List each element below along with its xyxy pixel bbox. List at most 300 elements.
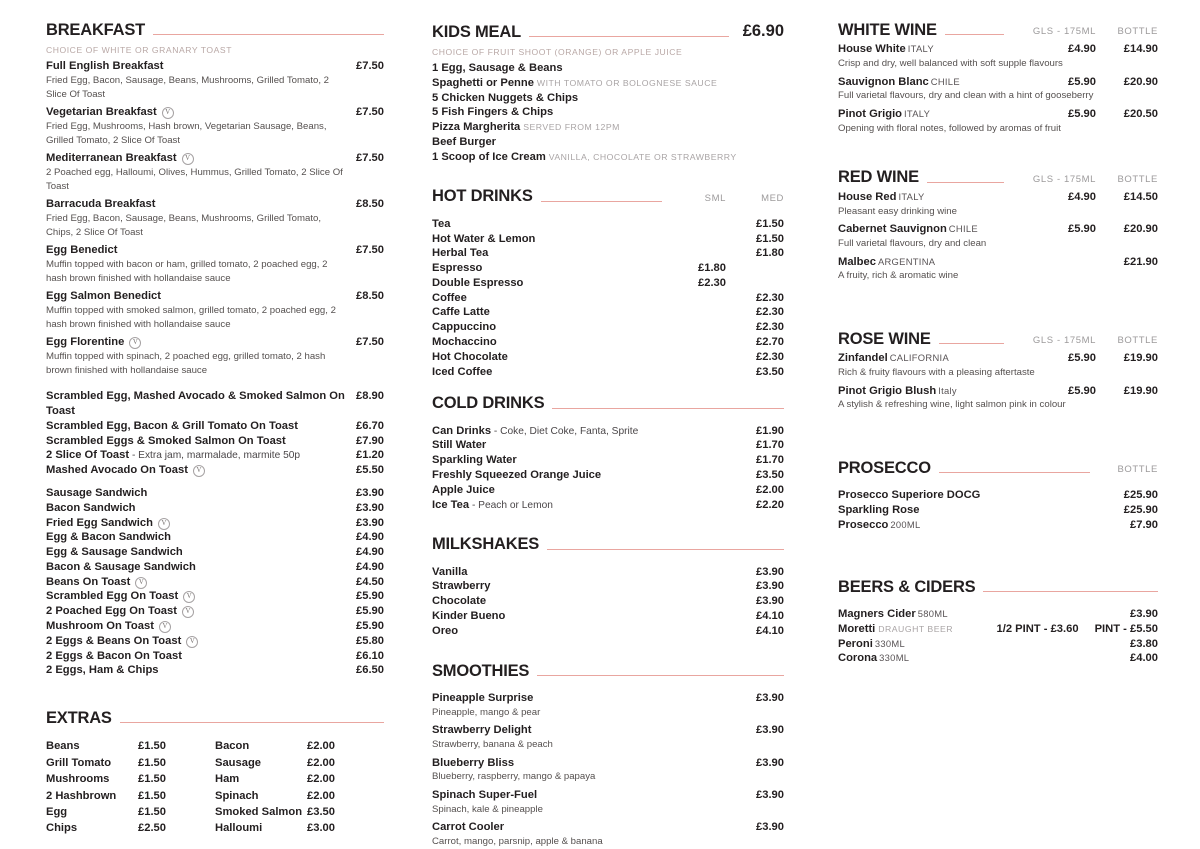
heading-rule: [153, 34, 384, 35]
item-name: [46, 575, 356, 590]
menu-item: [838, 488, 1158, 503]
item-label: Pizza Margherita: [432, 121, 521, 134]
item-description: Pleasant easy drinking wine: [838, 205, 957, 217]
item-label: Still Water: [432, 439, 487, 452]
item-name: [838, 651, 1130, 666]
item-price: £3.90: [356, 501, 384, 514]
extras-name: Sausage: [215, 756, 262, 769]
item-label: Mediterranean Breakfast: [46, 152, 177, 165]
item-label: Spaghetti or Penne: [432, 76, 534, 89]
vegetarian-icon: V: [193, 465, 205, 477]
item-price-bottle: £20.90: [1123, 223, 1158, 236]
breakfast-toast-list: [46, 389, 384, 478]
menu-item: [432, 624, 784, 639]
item-description: Muffin topped with smoked salmon, grilled tomato, 2 poached egg, 2 hash brown finished with hollandaise sauce: [46, 305, 336, 330]
hot-drinks-heading: [432, 188, 784, 208]
item-price: £1.70: [756, 454, 784, 467]
item-name: [432, 276, 668, 291]
item-label: 2 Eggs, Ham & Chips: [46, 664, 159, 677]
item-label: Full English Breakfast: [46, 60, 164, 73]
item-name: [432, 105, 784, 120]
extras-price: £1.50: [138, 773, 166, 786]
menu-item: [432, 61, 784, 76]
item-origin: CHILE: [948, 223, 978, 235]
item-description: Crisp and dry, well balanced with soft supple flavours: [838, 58, 1063, 70]
item-price-bottle: £20.50: [1123, 108, 1158, 121]
item-name: [46, 589, 356, 604]
item-price: £3.90: [756, 821, 784, 834]
item-price-med: £1.50: [756, 217, 784, 230]
item-label: Can Drinks: [432, 424, 492, 437]
item-name: [46, 530, 356, 545]
menu-item: [46, 243, 384, 258]
item-label: Chocolate: [432, 595, 487, 608]
item-label: Vanilla: [432, 565, 468, 578]
red-wine-heading: [838, 169, 1158, 189]
item-suffix: - Extra jam, marmalade, marmite 50p: [129, 450, 301, 462]
item-name: [432, 291, 668, 306]
menu-item: [432, 365, 784, 380]
item-price-med: £1.50: [756, 232, 784, 245]
item-price: £4.10: [756, 624, 784, 637]
heading-rule: [120, 722, 384, 723]
item-label: Peroni: [838, 637, 873, 650]
milkshake-list: [432, 565, 784, 639]
item-description: Strawberry, banana & peach: [432, 739, 553, 751]
item-price-med: £1.80: [756, 247, 784, 260]
item-description: Fried Egg, Bacon, Sausage, Beans, Mushrooms, Grilled Tomato, Chips, 2 Slice Of Toast: [46, 213, 321, 238]
menu-item: [46, 663, 384, 678]
item-note: WITH TOMATO OR BOLOGNESE SAUCE: [533, 77, 718, 88]
menu-item: [46, 151, 384, 166]
item-price: £7.50: [356, 244, 384, 257]
extras-row: [215, 804, 384, 820]
extras-price: £3.00: [307, 822, 335, 835]
item-label: House White: [838, 43, 906, 56]
breakfast-item-list: [46, 59, 384, 377]
item-label: 2 Slice Of Toast: [46, 449, 130, 462]
item-price: £5.50: [356, 464, 384, 477]
item-name: [838, 637, 1130, 652]
item-origin: 580ML: [917, 608, 948, 620]
extras-price: £1.50: [138, 740, 166, 753]
item-price: £8.90: [356, 390, 384, 403]
item-price-sml: £1.80: [698, 262, 726, 275]
item-price-bottle: £7.90: [1130, 518, 1158, 531]
item-name: [838, 488, 1096, 503]
vegetarian-icon: V: [182, 606, 194, 618]
item-name: [432, 76, 784, 91]
item-price-bottle: £25.90: [1123, 504, 1158, 517]
item-price-med: £3.50: [756, 365, 784, 378]
prosecco-list: [838, 488, 1158, 532]
item-price: £3.90: [756, 595, 784, 608]
item-price: £3.90: [756, 691, 784, 704]
kids-note: CHOICE OF FRUIT SHOOT (ORANGE) OR APPLE JUICE: [432, 47, 683, 57]
menu-item: [432, 350, 784, 365]
menu-item: [432, 438, 784, 453]
menu-item: [432, 120, 784, 135]
item-price-gls: £5.90: [1068, 108, 1096, 121]
kids-item-list: [432, 61, 784, 164]
extras-row: [215, 820, 384, 836]
extras-row: [46, 738, 215, 754]
item-description: Muffin topped with spinach, 2 poached egg, grilled tomato, 2 hash brown finished with hollandaise sauce: [46, 351, 326, 376]
item-label: Vegetarian Breakfast: [46, 106, 157, 119]
item-label: 2 Poached Egg On Toast: [46, 605, 177, 618]
menu-item: [432, 483, 784, 498]
menu-item: [432, 246, 784, 261]
item-price-half-pint: 1/2 PINT - £3.60: [996, 622, 1079, 635]
item-name: [432, 453, 756, 468]
extras-price: £3.50: [307, 805, 335, 818]
item-name: [432, 424, 756, 439]
extras-name: Spinach: [215, 789, 259, 802]
extras-price: £2.00: [307, 756, 335, 769]
item-name: [46, 151, 356, 166]
extras-price: £2.00: [307, 773, 335, 786]
heading-rule: [945, 34, 1004, 35]
item-label: Mushroom On Toast: [46, 620, 154, 633]
section-title: PROSECCO: [838, 459, 931, 478]
item-description: Fried Egg, Bacon, Sausage, Beans, Mushrooms, Grilled Tomato, 2 Slice Of Toast: [46, 75, 329, 100]
menu-item: [46, 589, 384, 604]
item-price: £3.50: [756, 469, 784, 482]
item-label: Strawberry: [432, 580, 491, 593]
item-price: £3.90: [756, 756, 784, 769]
item-label: Apple Juice: [432, 483, 495, 496]
section-title: BEERS & CIDERS: [838, 577, 976, 596]
item-name: [838, 222, 1010, 237]
column-header-bottle: BOTTLE: [1117, 335, 1158, 347]
beers-list: [838, 607, 1158, 666]
item-label: Scrambled Egg On Toast: [46, 590, 179, 603]
item-name: [432, 135, 784, 150]
menu-item: [838, 503, 1158, 518]
item-label: Bacon & Sausage Sandwich: [46, 560, 196, 573]
item-label: 2 Eggs & Beans On Toast: [46, 634, 182, 647]
extras-row: [46, 755, 215, 771]
menu-item: [432, 305, 784, 320]
item-origin: CALIFORNIA: [889, 352, 949, 364]
menu-item: [432, 565, 784, 580]
menu-item: [432, 498, 784, 513]
item-label: Mashed Avocado On Toast: [46, 464, 188, 477]
item-name: [46, 486, 356, 501]
item-label: Beef Burger: [432, 135, 497, 148]
extras-name: Grill Tomato: [46, 756, 112, 769]
heading-rule: [927, 182, 1004, 183]
item-name: [432, 305, 668, 320]
menu-item: [432, 91, 784, 106]
item-name: [432, 365, 668, 380]
menu-item: [432, 594, 784, 609]
item-note: SERVED FROM 12PM: [520, 122, 620, 133]
hot-drinks-list: [432, 217, 784, 380]
extras-column-left: [46, 738, 215, 836]
menu-item: [838, 518, 1158, 533]
item-name: [432, 120, 784, 135]
item-label: Pineapple Surprise: [432, 691, 534, 704]
item-name: [432, 91, 784, 106]
menu-item: [432, 453, 784, 468]
smoothie-list: [432, 691, 784, 849]
menu-item: [432, 105, 784, 120]
menu-item: [46, 335, 384, 350]
heading-rule: [529, 36, 729, 37]
extras-price: £2.50: [138, 822, 166, 835]
item-label: Zinfandel: [838, 352, 888, 365]
item-label: Barracuda Breakfast: [46, 198, 156, 211]
extras-heading: [46, 710, 384, 730]
item-label: Pinot Grigio: [838, 108, 903, 121]
menu-item: [46, 486, 384, 501]
item-label: Egg Florentine: [46, 336, 125, 349]
heading-rule: [939, 343, 1004, 344]
item-price: £1.90: [756, 424, 784, 437]
item-price-med: £2.30: [756, 321, 784, 334]
item-name: [46, 197, 356, 212]
item-price-gls: £5.90: [1068, 384, 1096, 397]
item-name: [46, 634, 356, 649]
white-wine-heading: [838, 22, 1158, 42]
menu-item: [432, 820, 784, 835]
item-name: [432, 468, 756, 483]
item-label: Beans On Toast: [46, 575, 131, 588]
item-label: Scrambled Egg, Bacon & Grill Tomato On Toast: [46, 419, 298, 432]
item-name: [838, 42, 1010, 57]
item-name: [432, 61, 784, 76]
extras-row: [46, 804, 215, 820]
section-title: EXTRAS: [46, 709, 112, 728]
vegetarian-icon: V: [186, 636, 198, 648]
item-description: 2 Poached egg, Halloumi, Olives, Hummus, Grilled Tomato, 2 Slice Of Toast: [46, 167, 343, 192]
menu-item: [432, 788, 784, 803]
item-price: £5.90: [356, 605, 384, 618]
column-left: [46, 22, 398, 839]
item-description: Muffin topped with bacon or ham, grilled tomato, 2 poached egg, 2 hash brown finished with hollandaise sauce: [46, 259, 328, 284]
item-name: [46, 419, 356, 434]
column-header-bottle: BOTTLE: [1117, 464, 1158, 476]
item-label: Mochaccino: [432, 336, 497, 349]
section-title: WHITE WINE: [838, 21, 937, 39]
item-name: [46, 619, 356, 634]
extras-name: Mushrooms: [46, 773, 110, 786]
item-name: [46, 389, 356, 419]
menu-item: [432, 609, 784, 624]
item-label: Hot Water & Lemon: [432, 232, 536, 245]
column-middle: [398, 22, 798, 848]
item-label: Blueberry Bliss: [432, 756, 515, 769]
menu-item: [432, 135, 784, 150]
item-price: £7.50: [356, 152, 384, 165]
white-wine-list: [838, 42, 1158, 135]
menu-item: [838, 190, 1158, 205]
item-price: £5.80: [356, 634, 384, 647]
item-name: [838, 255, 1010, 270]
menu-item: [838, 384, 1158, 399]
item-price: £1.20: [356, 449, 384, 462]
item-origin: 330ML: [874, 637, 905, 649]
menu-item: [838, 75, 1158, 90]
item-name: [838, 518, 1096, 533]
item-label: Prosecco: [838, 518, 889, 531]
extras-row: [215, 771, 384, 787]
item-price: £3.90: [756, 789, 784, 802]
column-header-sml: SML: [704, 192, 726, 204]
item-name: [432, 820, 756, 835]
item-label: Egg & Bacon Sandwich: [46, 531, 171, 544]
item-price: £4.50: [356, 575, 384, 588]
red-wine-list: [838, 190, 1158, 283]
extras-name: 2 Hashbrown: [46, 789, 117, 802]
item-label: Magners Cider: [838, 608, 916, 621]
item-label: Fried Egg Sandwich: [46, 516, 153, 529]
item-price: £1.70: [756, 439, 784, 452]
menu-item: [46, 545, 384, 560]
section-title: MILKSHAKES: [432, 535, 540, 554]
cold-drinks-list: [432, 424, 784, 513]
kids-heading: [432, 22, 784, 44]
menu-item: [838, 351, 1158, 366]
item-name: [838, 107, 1010, 122]
item-note: DRAUGHT BEER: [875, 623, 954, 634]
section-title: RED WINE: [838, 168, 919, 187]
item-label: Moretti: [838, 622, 876, 635]
item-price: PINT - £5.50: [1094, 622, 1158, 635]
extras-price: £1.50: [138, 756, 166, 769]
menu-item: [432, 217, 784, 232]
menu-item: [46, 530, 384, 545]
item-name: [46, 501, 356, 516]
item-name: [432, 246, 668, 261]
item-price-bottle: £19.90: [1123, 384, 1158, 397]
item-label: Sauvignon Blanc: [838, 75, 929, 88]
menu-item: [46, 463, 384, 478]
item-price: £8.50: [356, 290, 384, 303]
item-description: Blueberry, raspberry, mango & papaya: [432, 771, 596, 783]
extras-row: [215, 755, 384, 771]
item-suffix: - Peach or Lemon: [469, 499, 553, 511]
menu-item: [838, 651, 1158, 666]
item-origin: Italy: [938, 384, 957, 396]
item-price: £4.10: [756, 610, 784, 623]
item-note: VANILLA, CHOCOLATE OR STRAWBERRY: [545, 151, 737, 162]
heading-rule: [547, 549, 784, 550]
menu-item: [432, 232, 784, 247]
item-name: [432, 594, 756, 609]
item-label: Scrambled Egg, Mashed Avocado & Smoked Salmon On Toast: [46, 390, 345, 418]
item-label: 1 Egg, Sausage & Beans: [432, 62, 563, 74]
item-description: Carrot, mango, parsnip, apple & banana: [432, 836, 603, 848]
item-origin: CHILE: [930, 75, 960, 87]
item-description: Fried Egg, Mushrooms, Hash brown, Vegetarian Sausage, Beans, Grilled Tomato, 2 Slice Of Toast: [46, 121, 327, 146]
item-price-bottle: £25.90: [1123, 489, 1158, 502]
menu-item: [432, 76, 784, 91]
extras-name: Egg: [46, 805, 68, 818]
item-price: £3.90: [756, 565, 784, 578]
breakfast-heading: [46, 22, 384, 42]
item-name: [46, 545, 356, 560]
item-name: [46, 59, 356, 74]
column-header-glass: GLS - 175ML: [1032, 26, 1096, 38]
item-label: Herbal Tea: [432, 247, 489, 260]
item-price: £5.90: [356, 590, 384, 603]
item-name: [46, 448, 356, 463]
item-name: [46, 243, 356, 258]
item-label: Sausage Sandwich: [46, 487, 148, 499]
item-name: [432, 788, 756, 803]
item-price: £4.00: [1130, 652, 1158, 665]
section-smoothies: [432, 663, 784, 849]
extras-row: [46, 788, 215, 804]
section-kids-meal: [432, 22, 784, 164]
section-cold-drinks: [432, 395, 784, 512]
item-price-bottle: £19.90: [1123, 352, 1158, 365]
item-price: £3.90: [356, 516, 384, 529]
item-label: Hot Chocolate: [432, 350, 508, 363]
item-name: [838, 607, 1130, 622]
item-name: [838, 190, 1010, 205]
item-name: [432, 438, 756, 453]
extras-column-right: [215, 738, 384, 836]
menu-item: [46, 649, 384, 664]
item-label: Pinot Grigio Blush: [838, 384, 937, 397]
item-label: Scrambled Eggs & Smoked Salmon On Toast: [46, 434, 286, 447]
vegetarian-icon: V: [183, 591, 195, 603]
item-name: [46, 663, 356, 678]
heading-rule: [537, 675, 784, 676]
section-rose-wine: [838, 331, 1158, 412]
item-name: [432, 579, 756, 594]
vegetarian-icon: V: [135, 577, 147, 589]
item-label: Sparkling Rose: [838, 504, 920, 517]
heading-rule: [983, 591, 1158, 592]
menu-item: [838, 222, 1158, 237]
menu-item: [432, 424, 784, 439]
item-label: Cabernet Sauvignon: [838, 223, 947, 236]
item-name: [432, 261, 668, 276]
menu-item: [432, 723, 784, 738]
item-price: £7.50: [356, 60, 384, 73]
menu-item: [432, 276, 784, 291]
vegetarian-icon: V: [162, 107, 174, 119]
menu-item: [432, 756, 784, 771]
item-label: Egg Benedict: [46, 244, 118, 257]
item-label: Malbec: [838, 255, 876, 268]
milkshakes-heading: [432, 536, 784, 556]
item-label: Strawberry Delight: [432, 724, 532, 737]
item-price-gls: £4.90: [1068, 190, 1096, 203]
rose-wine-heading: [838, 331, 1158, 351]
item-label: Cappuccino: [432, 321, 497, 334]
column-header-bottle: BOTTLE: [1117, 26, 1158, 38]
menu-item: [46, 59, 384, 74]
item-price: £7.50: [356, 336, 384, 349]
item-price: £4.90: [356, 560, 384, 573]
heading-rule: [552, 408, 784, 409]
item-label: Freshly Squeezed Orange Juice: [432, 469, 602, 482]
item-label: Coffee: [432, 291, 467, 304]
item-label: Carrot Cooler: [432, 821, 505, 834]
menu-item: [46, 516, 384, 531]
item-price: £3.90: [1130, 608, 1158, 621]
section-prosecco: [838, 460, 1158, 533]
item-name: [432, 483, 756, 498]
vegetarian-icon: V: [158, 518, 170, 530]
extras-name: Bacon: [215, 740, 250, 753]
kids-meal-price: £6.90: [742, 22, 784, 40]
